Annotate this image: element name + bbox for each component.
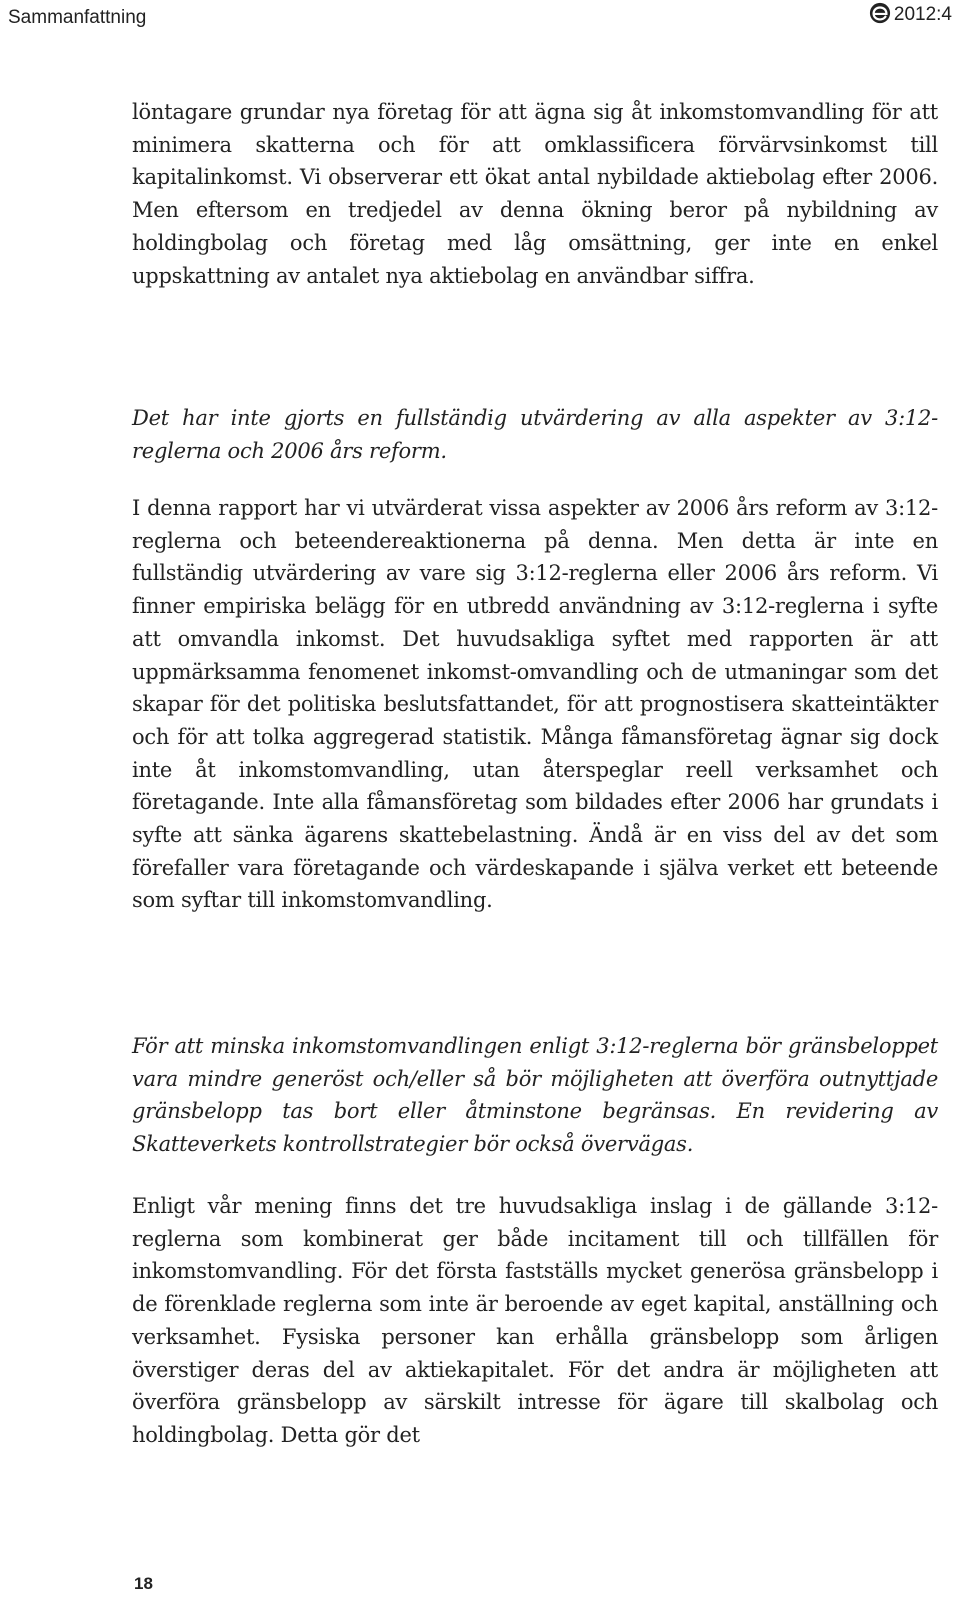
paragraph-text: Det har inte gjorts en fullständig utvärdering av alla aspekter av 3:12-reglerna och 2006 års reform.: [132, 406, 938, 463]
paragraph-text: Enligt vår mening finns det tre huvudsakliga inslag i de gällande 3:12-reglerna som kombinerat ger både incitament till och tillfällen för inkomstomvandling. För det första fastställs mycket generösa gränsbelopp i de förenklade reglerna som inte är beroende av eget kapital, anställning och verksamhet. Fysiska personer kan erhålla gränsbelopp som årligen överstiger deras del av aktiekapitalet. För det andra är möjligheten att överföra gränsbelopp av särskilt intresse för ägare till skalbolag och holdingbolag. Detta gör det: [132, 1194, 938, 1447]
italic-summary-heading: [132, 402, 938, 467]
paragraph-text: För att minska inkomstomvandlingen enligt 3:12-reglerna bör gränsbeloppet vara mindre generöst och/eller så bör möjligheten att överföra outnyttjade gränsbelopp tas bort eller åtminstone begränsas. En revidering av Skatteverkets kontrollstrategier bör också övervägas.: [132, 1034, 938, 1157]
body-paragraph: [132, 492, 938, 917]
italic-summary-heading: [132, 1030, 938, 1161]
body-paragraph: [132, 1190, 938, 1452]
paragraph-text: löntagare grundar nya företag för att ägna sig åt inkomstomvandling för att minimera skatterna och för att omklassificera förvärvsinkomst till kapitalinkomst. Vi observerar ett ökat antal nybildade aktiebolag efter 2006. Men eftersom en tredjedel av denna ökning beror på nybildning av holdingbolag och företag med låg omsättning, ger inte en enkel uppskattning av antalet nya aktiebolag en användbar siffra.: [132, 100, 938, 288]
publisher-logo-icon: [869, 2, 891, 24]
body-paragraph: [132, 96, 938, 292]
report-number: 2012:4: [893, 4, 952, 25]
paragraph-text: I denna rapport har vi utvärderat vissa aspekter av 2006 års reform av 3:12-reglerna och beteendereaktionerna på denna. Men detta är inte en fullständig utvärdering av vare sig 3:12-reglerna eller 2006 års reform. Vi finner empiriska belägg för en utbredd användning av 3:12-reglerna i syfte att omvandla inkomst. Det huvudsakliga syftet med rapporten är att uppmärksamma fenomenet inkomst-omvandling och de utmaningar som det skapar för det politiska beslutsfattandet, för att prognostisera skatteintäkter och för att tolka aggregerad statistik. Många fåmansföretag ägnar sig dock inte åt inkomstomvandling, utan återspeglar reell verksamhet och företagande. Inte alla fåmansföretag som bildades efter 2006 har grundats i syfte att sänka ägarens skattebelastning. Ändå är en viss del av det som förefaller vara företagande och värdeskapande i själva verket ett beteende som syftar till inkomstomvandling.: [132, 496, 938, 913]
page-number: 18: [134, 1574, 153, 1593]
section-title: Sammanfattning: [8, 7, 147, 28]
report-id: [869, 4, 952, 26]
